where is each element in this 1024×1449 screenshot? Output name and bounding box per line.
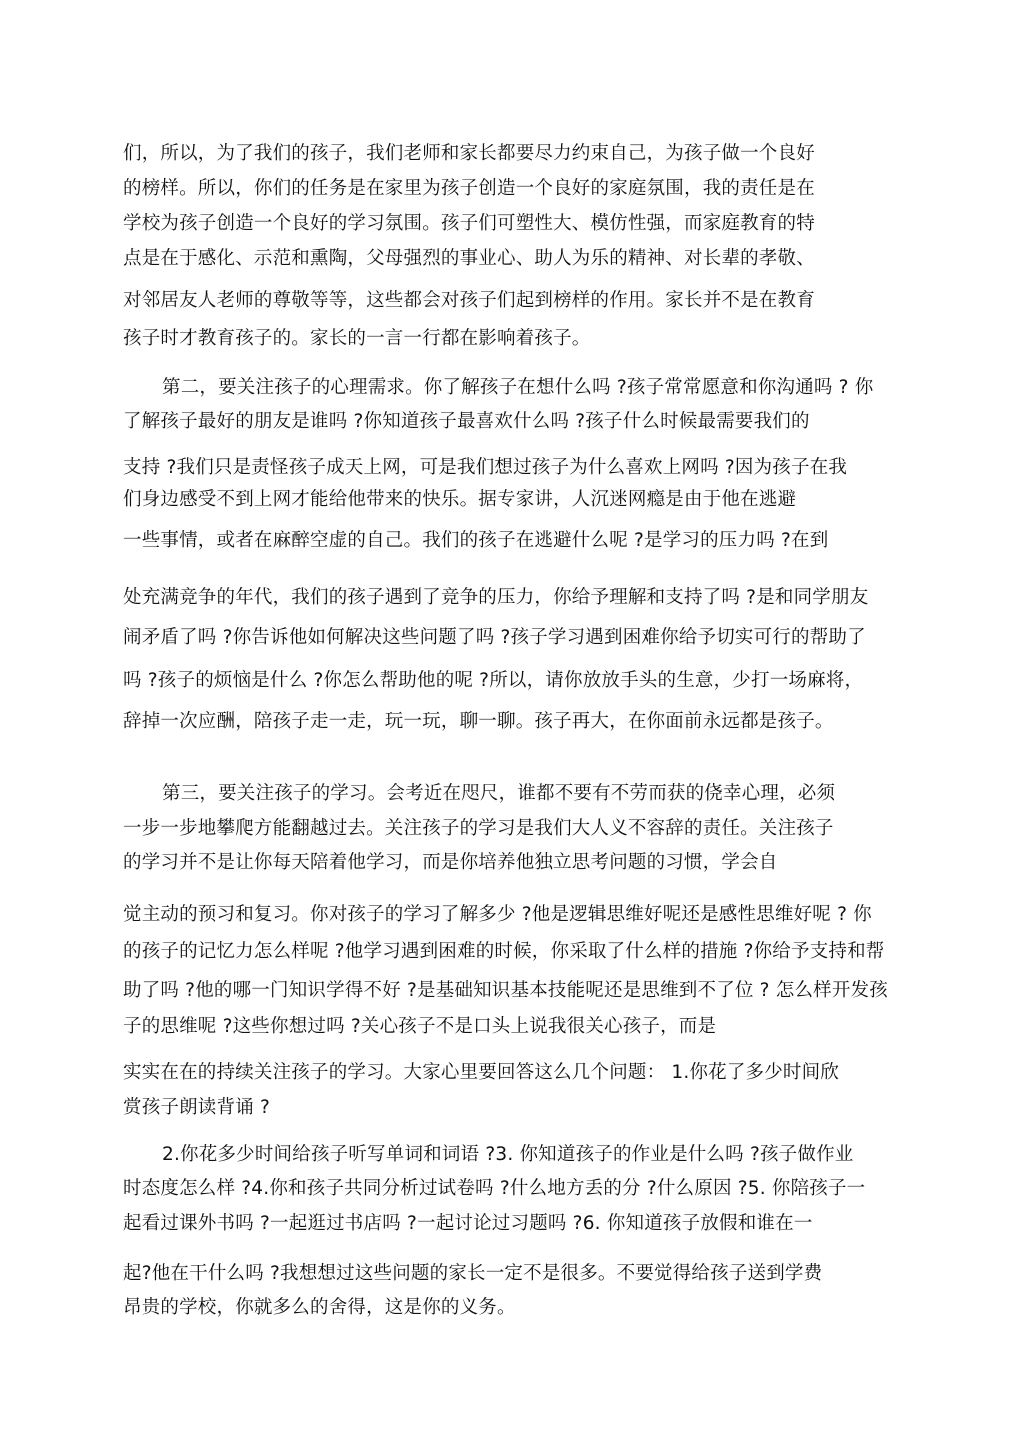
text-line: 处充满竞争的年代，我们的孩子遇到了竞争的压力，你给予理解和支持了吗 ?是和同学朋友 <box>123 587 869 608</box>
text-line: 闹矛盾了吗 ?你告诉他如何解决这些问题了吗 ?孩子学习遇到困难你给予切实可行的帮助了 <box>123 627 866 648</box>
text-line: 点是在于感化、示范和熏陶，父母强烈的事业心、助人为乐的精神、对长辈的孝敬、 <box>123 248 815 269</box>
text-line: 子的思维呢 ?这些你想过吗 ?关心孩子不是口头上说我很关心孩子，而是 <box>123 1016 717 1037</box>
text-line: 吗 ?孩子的烦恼是什么 ?你怎么帮助他的呢 ?所以，请你放放手头的生意，少打一场麻将， <box>123 670 864 691</box>
text-line: 了解孩子最好的朋友是谁吗 ?你知道孩子最喜欢什么吗 ?孩子什么时候最需要我们的 <box>123 411 810 432</box>
text-line: 辞掉一次应酬，陪孩子走一走，玩一玩，聊一聊。孩子再大，在你面前永远都是孩子。 <box>123 711 834 732</box>
text-line: 的孩子的记忆力怎么样呢 ?他学习遇到困难的时候，你采取了什么样的措施 ?你给予支持和帮 <box>123 941 885 962</box>
text-line: 实实在在的持续关注孩子的学习。大家心里要回答这么几个问题： 1.你花了多少时间欣 <box>123 1062 840 1083</box>
text-line: 第二，要关注孩子的心理需求。你了解孩子在想什么吗 ?孩子常常愿意和你沟通吗 ? 你 <box>162 377 874 398</box>
text-line: 时态度怎么样 ?4.你和孩子共同分析过试卷吗 ?什么地方丢的分 ?什么原因 ?5. 你陪孩子一 <box>123 1178 866 1199</box>
text-line: 对邻居友人老师的尊敬等等，这些都会对孩子们起到榜样的作用。家长并不是在教育 <box>123 290 815 311</box>
text-line: 赏孩子朗读背诵 ? <box>123 1097 271 1118</box>
text-line: 起看过课外书吗 ?一起逛过书店吗 ?一起讨论过习题吗 ?6. 你知道孩子放假和谁在一 <box>123 1213 813 1234</box>
text-line: 昂贵的学校，你就多么的舍得，这是你的义务。 <box>123 1297 516 1318</box>
text-line: 一步一步地攀爬方能翻越过去。关注孩子的学习是我们大人义不容辞的责任。关注孩子 <box>123 818 834 839</box>
text-line: 助了吗 ?他的哪一门知识学得不好 ?是基础知识基本技能呢还是思维到不了位 ? 怎么样开发孩 <box>123 980 888 1001</box>
text-line: 们，所以，为了我们的孩子，我们老师和家长都要尽力约束自己，为孩子做一个良好 <box>123 143 815 164</box>
text-line: 2.你花多少时间给孩子听写单词和词语 ?3. 你知道孩子的作业是什么吗 ?孩子做作业 <box>162 1144 854 1165</box>
text-line: 孩子时才教育孩子的。家长的一言一行都在影响着孩子。 <box>123 328 591 349</box>
text-line: 学校为孩子创造一个良好的学习氛围。孩子们可塑性大、模仿性强，而家庭教育的特 <box>123 213 815 234</box>
text-line: 的榜样。所以，你们的任务是在家里为孩子创造一个良好的家庭氛围，我的责任是在 <box>123 178 815 199</box>
text-line: 们身边感受不到上网才能给他带来的快乐。据专家讲，人沉迷网瘾是由于他在逃避 <box>123 489 797 510</box>
text-line: 的学习并不是让你每天陪着他学习，而是你培养他独立思考问题的习惯，学会自 <box>123 852 778 873</box>
text-line: 一些事情，或者在麻醉空虚的自己。我们的孩子在逃避什么呢 ?是学习的压力吗 ?在到 <box>123 530 829 551</box>
text-line: 起?他在干什么吗 ?我想想过这些问题的家长一定不是很多。不要觉得给孩子送到学费 <box>123 1263 823 1284</box>
text-line: 支持 ?我们只是责怪孩子成天上网，可是我们想过孩子为什么喜欢上网吗 ?因为孩子在我 <box>123 457 848 478</box>
text-line: 第三，要关注孩子的学习。会考近在咫尺，谁都不要有不劳而获的侥幸心理，必须 <box>162 783 836 804</box>
text-line: 觉主动的预习和复习。你对孩子的学习了解多少 ?他是逻辑思维好呢还是感性思维好呢 ? 你 <box>123 904 872 925</box>
